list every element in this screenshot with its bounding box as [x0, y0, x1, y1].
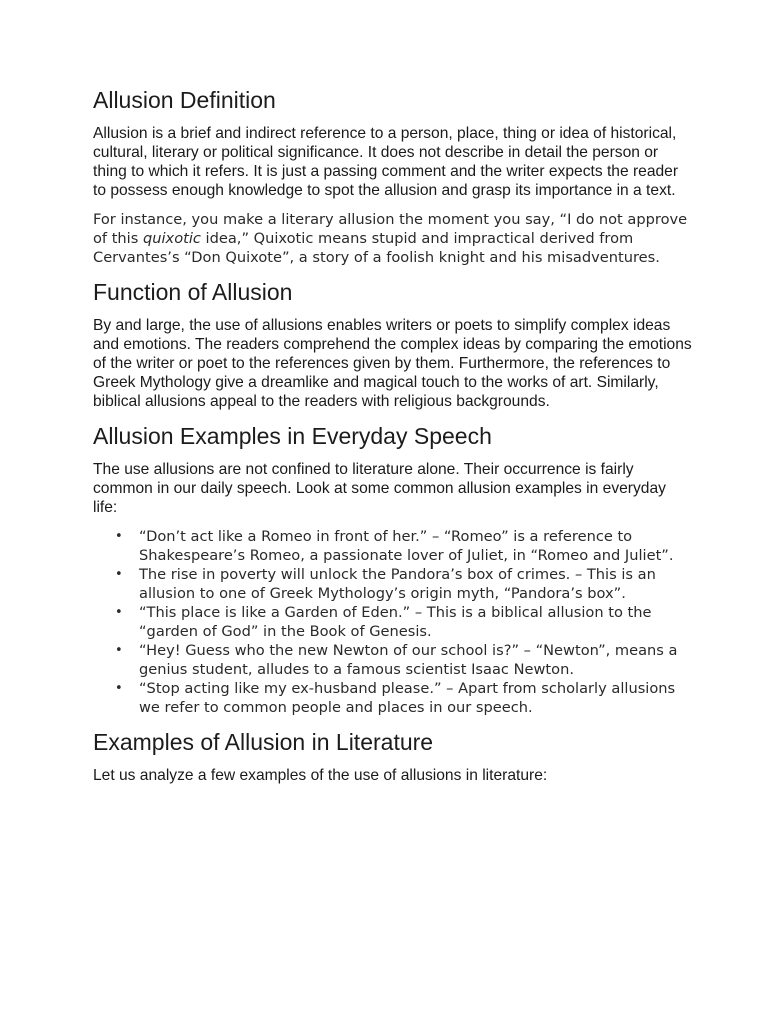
- heading-examples-in-literature: Examples of Allusion in Literature: [93, 729, 434, 755]
- list-item-text: “This place is like a Garden of Eden.” – This is a biblical allusion to the “garden of God” in the Book of Genesis.: [139, 604, 652, 640]
- bullet-icon: •: [115, 643, 123, 658]
- list-item-text: “Stop acting like my ex-husband please.” – Apart from scholarly allusions we refer to common people and places in our speech.: [139, 680, 676, 716]
- everyday-examples-list: [93, 527, 693, 717]
- list-item: [93, 527, 693, 565]
- function-paragraph: By and large, the use of allusions enables writers or poets to simplify complex ideas and emotions. The readers comprehend the complex ideas by comparing the emotions of the writer or poet to the references given by them. Furthermore, the references to Greek Mythology give a dreamlike and magical touch to the works of art. Similarly, biblical allusions appeal to the readers with religious backgrounds.: [93, 317, 692, 410]
- list-item-text: The rise in poverty will unlock the Pandora’s box of crimes. – This is an allusion to one of Greek Mythology’s origin myth, “Pandora’s box”.: [139, 566, 656, 602]
- list-item-text: “Hey! Guess who the new Newton of our school is?” – “Newton”, means a genius student, alludes to a famous scientist Isaac Newton.: [139, 642, 678, 678]
- heading-allusion-definition: Allusion Definition: [93, 87, 276, 113]
- example-text-part1: For instance, you make a literary allusion the moment you say, “I do not approve of this: [93, 211, 688, 247]
- bullet-icon: •: [115, 681, 123, 696]
- list-item: [93, 603, 693, 641]
- everyday-speech-paragraph: The use allusions are not confined to literature alone. Their occurrence is fairly common in our daily speech. Look at some common allusion examples in everyday life:: [93, 461, 666, 516]
- example-italic-word: quixotic: [142, 230, 201, 247]
- bullet-icon: •: [115, 567, 123, 582]
- list-item: [93, 641, 693, 679]
- definition-paragraph: Allusion is a brief and indirect reference to a person, place, thing or idea of historical, cultural, literary or political significance. It does not describe in detail the person or thing to which it refers. It is just a passing comment and the writer expects the reader to possess enough knowledge to spot the allusion and grasp its importance in a text.: [93, 125, 679, 199]
- example-text-part2: idea,” Quixotic means stupid and impractical derived from Cervantes’s “Don Quixote”, a story of a foolish knight and his misadventures.: [93, 230, 660, 266]
- literature-intro-paragraph: Let us analyze a few examples of the use of allusions in literature:: [93, 767, 548, 784]
- bullet-icon: •: [115, 529, 123, 544]
- list-item: [93, 679, 693, 717]
- bullet-icon: •: [115, 605, 123, 620]
- list-item: [93, 565, 693, 603]
- list-item-text: “Don’t act like a Romeo in front of her.” – “Romeo” is a reference to Shakespeare’s Romeo, a passionate lover of Juliet, in “Romeo and Juliet”.: [139, 528, 674, 564]
- document-page: [93, 86, 693, 785]
- heading-function-of-allusion: Function of Allusion: [93, 279, 293, 305]
- quixotic-example-paragraph: [93, 210, 693, 267]
- heading-everyday-speech: Allusion Examples in Everyday Speech: [93, 423, 492, 449]
